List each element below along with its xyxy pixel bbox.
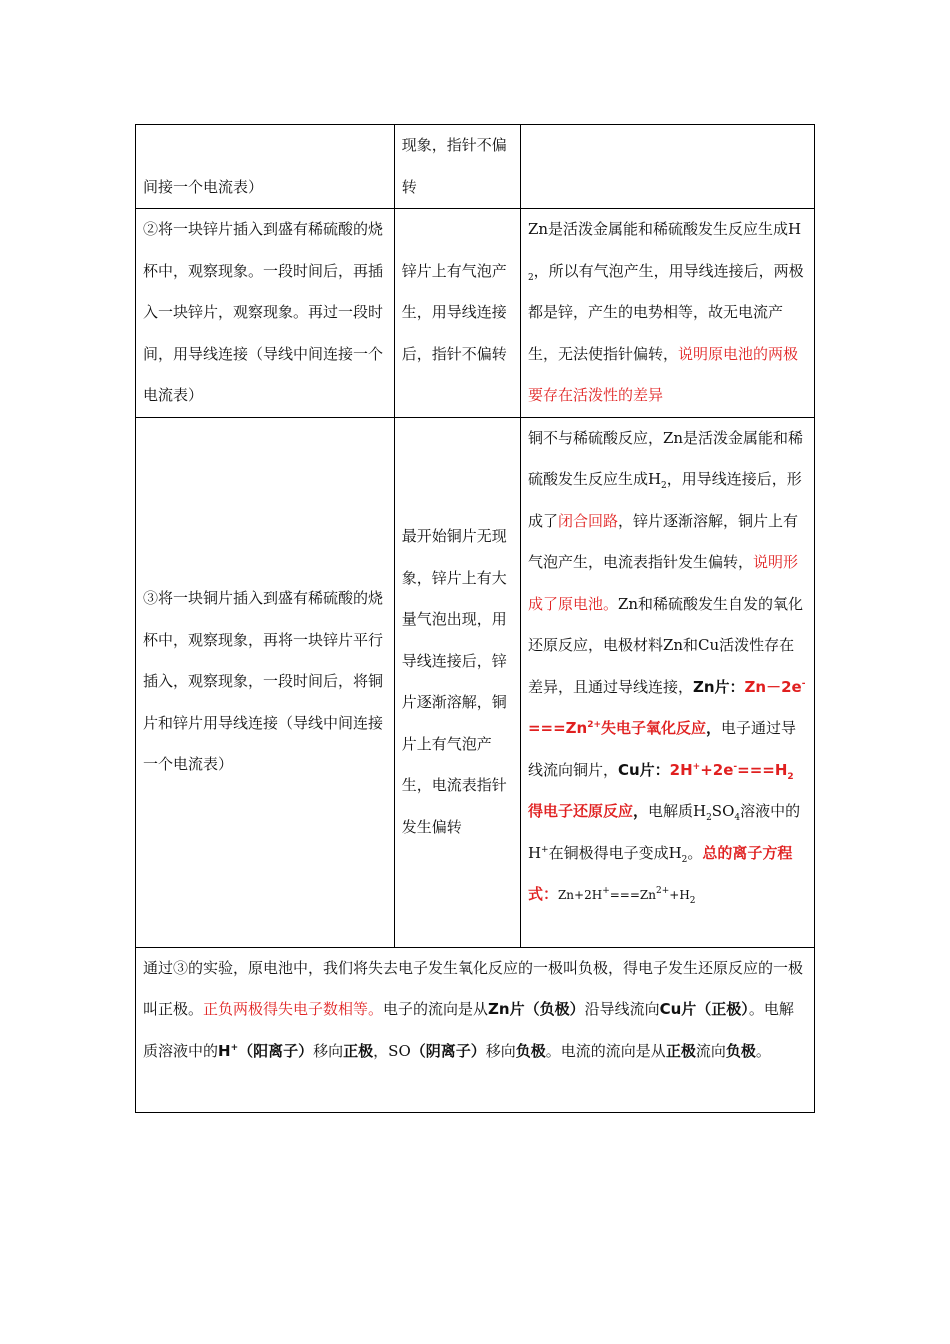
table-row	[136, 417, 815, 947]
total-equation: +H	[669, 888, 690, 902]
row2-phenomenon-cell	[394, 209, 520, 418]
bold-text: 正极	[343, 1041, 374, 1060]
row3-procedure-text: ③将一块铜片插入到盛有稀硫酸的烧杯中，观察现象，再将一块锌片平行插入，观察现象，一段时间后，将铜片和锌片用导线连接（导线中间连接一个电流表）	[143, 589, 384, 774]
text: 通过③的实验，原电池中，我们将失去电子发生氧化反应的一极叫负极，得电子发生还原反应的一极叫正极。	[143, 958, 804, 1018]
row3-explanation-cell	[520, 417, 814, 947]
bold-text: 负极	[725, 1041, 756, 1060]
bold-text: H	[218, 1041, 231, 1060]
total-equation: Zn+2H	[557, 888, 603, 902]
equation-label: 得电子还原反应	[527, 802, 633, 820]
subscript: 2	[787, 771, 794, 782]
bold-text: Zn片：	[692, 677, 745, 696]
text: SO	[711, 802, 735, 820]
row2-phenomenon-text: 锌片上有气泡产生，用导线连接后，指针不偏转	[401, 261, 507, 363]
text: 。	[687, 843, 703, 862]
highlight: 闭合回路	[557, 511, 618, 530]
bold-text: ，	[706, 719, 722, 737]
row2-explanation-highlight: 说明原电池的两极要存在活泼性的差异	[527, 344, 798, 404]
row2-explanation-text: Zn是活泼金属能和稀硫酸发生反应生成H	[527, 220, 802, 238]
row1-phenomenon-text: 现象，指针不偏转	[401, 136, 507, 196]
total-equation: ===Zn	[609, 888, 656, 902]
bold-text: Cu片（正极）	[659, 1000, 749, 1018]
row2-explanation-text-2: ，所以有气泡产生，用导线连接后，两极都是锌，产生的电势相等，故无电流产生，无法使指针偏转，	[527, 261, 804, 363]
superscript: +	[692, 761, 701, 772]
table-row	[136, 125, 815, 209]
subscript: 2	[661, 481, 667, 491]
superscript: -	[801, 678, 806, 689]
text: 电子通过导线流向铜片，	[527, 719, 797, 779]
superscript: +	[541, 844, 549, 855]
text: 。电流的流向是从	[545, 1041, 666, 1060]
text: ，用导线连接后，形成了	[527, 470, 802, 530]
superscript: 2+	[655, 886, 670, 896]
equation: Zn－2e	[744, 677, 802, 696]
row2-explanation-cell	[520, 209, 814, 418]
subscript: 4	[734, 813, 741, 823]
subscript: 2	[681, 854, 688, 865]
text: 移向	[485, 1041, 516, 1060]
text: Zn和稀硫酸发生自发的氧化还原反应，电极材料Zn和Cu活泼性存在差异，且通过导线连接，	[527, 594, 804, 696]
row3-procedure-cell	[136, 417, 395, 947]
row1-phenomenon-cell	[394, 125, 520, 209]
experiment-table	[135, 124, 815, 1113]
bold-text: （阳离子）	[238, 1041, 314, 1060]
row3-phenomenon-cell	[394, 417, 520, 947]
text: 移向	[313, 1041, 344, 1060]
text: 电解质H	[647, 802, 707, 820]
row2-procedure-cell	[136, 209, 395, 418]
text: 流向	[695, 1041, 726, 1060]
equation: ===Zn	[527, 719, 588, 737]
equation: ===H	[737, 760, 788, 779]
total-equation-label: ：	[542, 885, 558, 903]
bold-text: （阴离子）	[410, 1041, 486, 1060]
equation: 2H	[669, 760, 693, 779]
superscript: +	[602, 886, 610, 896]
superscript: +	[230, 1042, 239, 1053]
text: ，锌片逐渐溶解，铜片上有气泡产生，电流表指针发生偏转，	[527, 511, 798, 571]
bold-text: 负极	[515, 1041, 546, 1060]
text: 。电解质溶液中的	[143, 1000, 794, 1060]
text: 沿导线流向	[584, 1000, 660, 1018]
subscript: 2	[527, 272, 534, 283]
summary-cell	[136, 947, 815, 1112]
superscript: 2+	[587, 720, 602, 730]
highlight: 正负两极得失电子数相等。	[203, 1000, 384, 1018]
row3-phenomenon-text: 最开始铜片无现象，锌片上有大量气泡出现，用导线连接后，锌片逐渐溶解，铜片上有气泡产生，电流表指针发生偏转	[401, 527, 507, 836]
text: 在铜极得电子变成H	[548, 843, 682, 862]
equation-label: 失电子氧化反应	[601, 719, 707, 737]
bold-text: ，	[632, 802, 648, 820]
text: ，SO	[373, 1041, 411, 1060]
row1-procedure-text: 间接一个电流表）	[143, 177, 264, 196]
text: 。	[755, 1041, 771, 1060]
text: 电子的流向是从	[383, 1000, 489, 1018]
text: 铜不与稀硫酸反应，Zn是活泼金属能和稀硫酸发生反应生成H	[527, 428, 804, 488]
highlight: 说明形成了原电池。	[527, 553, 798, 613]
row2-procedure-text: ②将一块锌片插入到盛有稀硫酸的烧杯中，观察现象。一段时间后，再插入一块锌片，观察现象。再过一段时间，用导线连接（导线中间连接一个电流表）	[143, 220, 384, 404]
total-equation-label: 总的离子方程式	[527, 843, 793, 903]
table-row	[136, 209, 815, 418]
table-row	[136, 947, 815, 1112]
bold-text: Cu片：	[617, 760, 670, 779]
subscript: 2	[689, 896, 696, 906]
row1-explanation-cell	[520, 125, 814, 209]
row1-procedure-cell	[136, 125, 395, 209]
superscript: -	[733, 761, 738, 772]
bold-text: 正极	[665, 1041, 696, 1060]
subscript: 2	[706, 813, 712, 823]
bold-text: Zn片（负极）	[488, 1000, 585, 1018]
text: 溶液中的H	[527, 802, 801, 862]
equation: +2e	[700, 760, 734, 779]
